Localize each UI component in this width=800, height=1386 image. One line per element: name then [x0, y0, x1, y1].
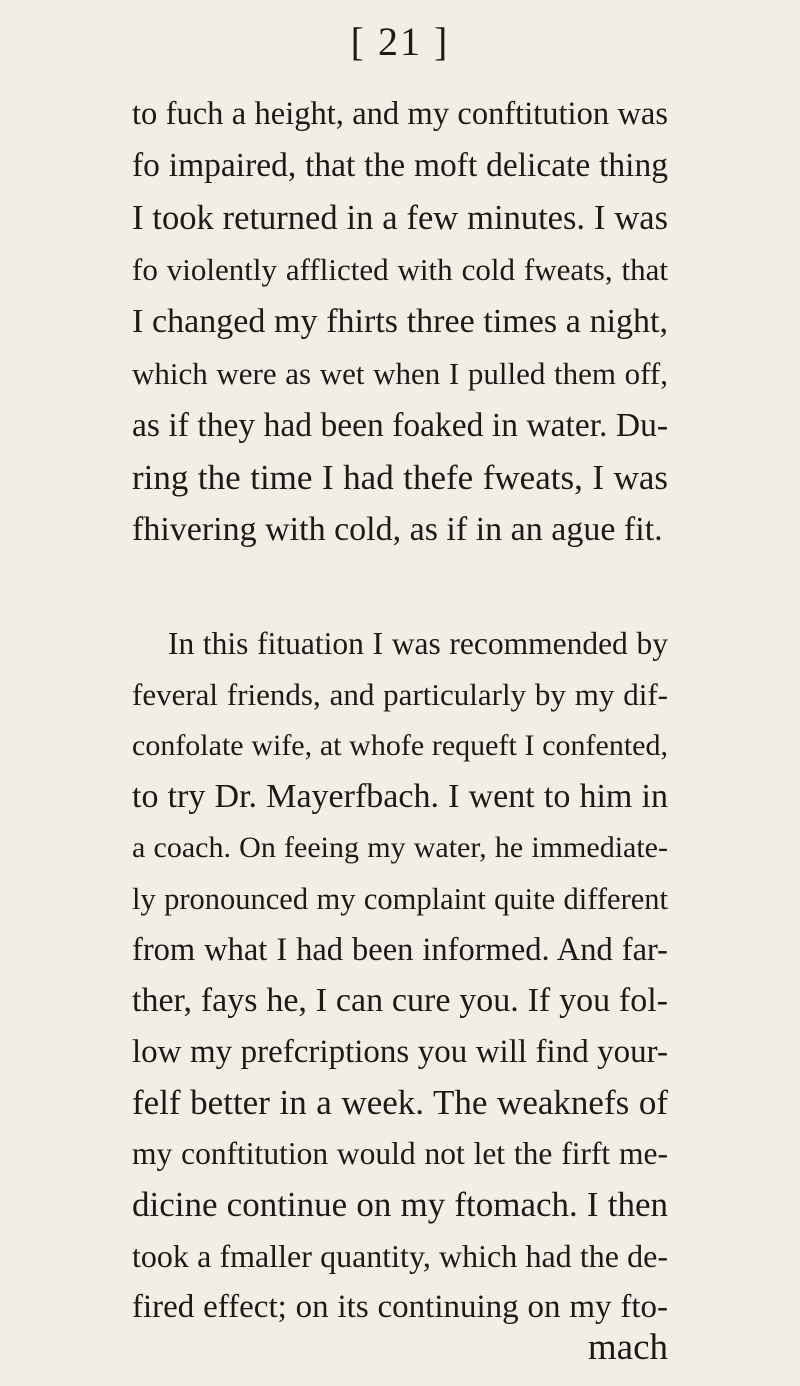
catchword: mach — [587, 1327, 668, 1368]
text-line: my conftitution would not let the firft me- — [132, 1136, 668, 1171]
text-line: ly pronounced my complaint quite different — [132, 882, 668, 916]
text-line: ther, fays he, I can cure you. If you fol- — [132, 982, 668, 1019]
text-line: In this fituation I was recommended by — [168, 626, 668, 661]
text-line: ring the time I had thefe fweats, I was — [132, 458, 668, 497]
text-line: fired effect; on its continuing on my fto- — [132, 1289, 668, 1325]
text-line: I took returned in a few minutes. I was — [132, 199, 668, 237]
text-line: to fuch a height, and my conftitution was — [132, 96, 668, 132]
text-line: confolate wife, at whofe requeft I confented, — [132, 729, 668, 762]
text-line: from what I had been informed. And far- — [132, 932, 668, 968]
text-line: which were as wet when I pulled them off, — [132, 356, 668, 391]
page-number: [ 21 ] — [350, 19, 450, 64]
text-line: feveral friends, and particularly by my dif- — [132, 677, 668, 712]
text-line: took a fmaller quantity, which had the de- — [132, 1238, 668, 1274]
text-line: low my prefcriptions you will find your- — [132, 1034, 668, 1070]
text-line: fo impaired, that the moft delicate thing — [132, 147, 668, 184]
text-line: dicine continue on my ftomach. I then — [132, 1185, 668, 1224]
text-line: fhivering with cold, as if in an ague fit. — [132, 511, 663, 548]
text-line: as if they had been foaked in water. Du- — [132, 407, 668, 444]
text-line: felf better in a week. The weaknefs of — [132, 1083, 668, 1122]
text-line: a coach. On feeing my water, he immediate- — [132, 831, 668, 864]
text-line: I changed my fhirts three times a night, — [132, 303, 668, 340]
text-line: fo violently afflicted with cold fweats, that — [132, 252, 668, 287]
text-line: to try Dr. Mayerfbach. I went to him in — [132, 778, 668, 815]
